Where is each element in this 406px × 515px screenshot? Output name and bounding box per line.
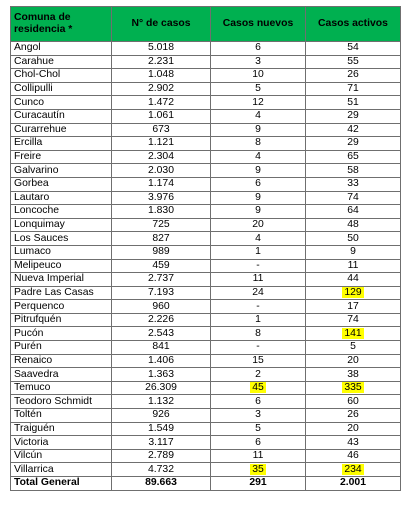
cell-casos: 4.732: [112, 463, 211, 477]
cell-activos: 74: [306, 191, 401, 205]
cell-activos: 17: [306, 300, 401, 314]
cell-casos: 5.018: [112, 42, 211, 56]
table-row: [11, 259, 401, 273]
cell-comuna: Curarrehue: [11, 123, 112, 137]
table-row: [11, 327, 401, 341]
table-row: [11, 82, 401, 96]
cell-casos: 7.193: [112, 286, 211, 300]
cell-activos: 20: [306, 354, 401, 368]
cell-comuna: Temuco: [11, 381, 112, 395]
cell-casos: 1.048: [112, 69, 211, 83]
cell-nuevos: -: [211, 341, 306, 355]
cell-nuevos: 24: [211, 286, 306, 300]
cell-casos: 1.121: [112, 137, 211, 151]
cell-comuna: Lumaco: [11, 245, 112, 259]
cell-nuevos: 5: [211, 422, 306, 436]
cell-activos: 64: [306, 205, 401, 219]
table-row: [11, 409, 401, 423]
cell-comuna: Carahue: [11, 55, 112, 69]
highlighted-value: 141: [344, 327, 362, 339]
cell-casos: 2.304: [112, 150, 211, 164]
cell-casos: 2.231: [112, 55, 211, 69]
cell-nuevos: 4: [211, 232, 306, 246]
cell-comuna: Vilcún: [11, 449, 112, 463]
cell-comuna: Villarrica: [11, 463, 112, 477]
cell-casos: 1.174: [112, 177, 211, 191]
table-row: [11, 205, 401, 219]
cell-nuevos: 4: [211, 150, 306, 164]
cell-casos: 2.789: [112, 449, 211, 463]
highlighted-value: 45: [252, 382, 264, 394]
cell-activos: [306, 463, 401, 477]
table-row: [11, 109, 401, 123]
table-row: [11, 463, 401, 477]
cell-nuevos: 9: [211, 205, 306, 219]
cell-casos: 459: [112, 259, 211, 273]
cell-nuevos: 20: [211, 218, 306, 232]
cell-casos: 989: [112, 245, 211, 259]
cell-comuna: Nueva Imperial: [11, 273, 112, 287]
cell-casos: 827: [112, 232, 211, 246]
cell-activos: 65: [306, 150, 401, 164]
cell-activos: 29: [306, 109, 401, 123]
cell-nuevos: 3: [211, 409, 306, 423]
cell-nuevos: 9: [211, 164, 306, 178]
cell-nuevos: 9: [211, 191, 306, 205]
cell-casos: 3.117: [112, 436, 211, 450]
table-row: [11, 300, 401, 314]
table-row: [11, 42, 401, 56]
cell-comuna: Victoria: [11, 436, 112, 450]
cell-activos: 54: [306, 42, 401, 56]
cell-comuna: Chol-Chol: [11, 69, 112, 83]
cell-comuna: Ercilla: [11, 137, 112, 151]
cell-comuna: Renaico: [11, 354, 112, 368]
cell-nuevos: 3: [211, 55, 306, 69]
cell-comuna: Gorbea: [11, 177, 112, 191]
cell-nuevos: -: [211, 300, 306, 314]
cell-nuevos: 10: [211, 69, 306, 83]
table-row: [11, 449, 401, 463]
table-row: [11, 96, 401, 110]
header-comuna: Comuna de residencia *: [11, 7, 112, 42]
cell-comuna: Lonquimay: [11, 218, 112, 232]
highlighted-value: 129: [344, 286, 362, 298]
cell-comuna: Toltén: [11, 409, 112, 423]
cell-nuevos: 1: [211, 313, 306, 327]
table-row: [11, 381, 401, 395]
table-row: [11, 123, 401, 137]
table-row: [11, 164, 401, 178]
total-nuevos: 291: [211, 477, 306, 491]
cell-activos: 11: [306, 259, 401, 273]
cell-comuna: Pitrufquén: [11, 313, 112, 327]
cell-nuevos: -: [211, 259, 306, 273]
cell-activos: 9: [306, 245, 401, 259]
header-row: [11, 7, 401, 42]
cell-nuevos: 11: [211, 273, 306, 287]
table-row: [11, 232, 401, 246]
table-row: [11, 150, 401, 164]
cell-casos: 26.309: [112, 381, 211, 395]
table-row: [11, 273, 401, 287]
table-row: [11, 313, 401, 327]
cell-nuevos: 8: [211, 137, 306, 151]
cell-nuevos: 6: [211, 177, 306, 191]
cell-activos: 26: [306, 409, 401, 423]
cell-comuna: Saavedra: [11, 368, 112, 382]
cell-casos: 2.226: [112, 313, 211, 327]
cell-nuevos: 9: [211, 123, 306, 137]
cell-nuevos: 2: [211, 368, 306, 382]
cell-nuevos: 6: [211, 436, 306, 450]
cell-activos: 51: [306, 96, 401, 110]
table-body: [11, 42, 401, 477]
cell-activos: [306, 286, 401, 300]
cell-activos: 20: [306, 422, 401, 436]
cell-comuna: Traiguén: [11, 422, 112, 436]
cell-casos: 1.132: [112, 395, 211, 409]
cell-casos: 2.902: [112, 82, 211, 96]
cell-comuna: Curacautín: [11, 109, 112, 123]
table-row: [11, 436, 401, 450]
cell-comuna: Perquenco: [11, 300, 112, 314]
cell-activos: 33: [306, 177, 401, 191]
cell-nuevos: [211, 463, 306, 477]
table-container: [10, 6, 400, 491]
cell-casos: 926: [112, 409, 211, 423]
cell-activos: 74: [306, 313, 401, 327]
cell-activos: 43: [306, 436, 401, 450]
table-row: [11, 341, 401, 355]
total-activos: 2.001: [306, 477, 401, 491]
cell-casos: 3.976: [112, 191, 211, 205]
cell-nuevos: 8: [211, 327, 306, 341]
highlighted-value: 35: [252, 463, 264, 475]
table-row: [11, 69, 401, 83]
cell-activos: 42: [306, 123, 401, 137]
table-row: [11, 191, 401, 205]
cell-activos: 60: [306, 395, 401, 409]
highlighted-value: 335: [344, 382, 362, 394]
table-row: [11, 395, 401, 409]
cell-casos: 1.830: [112, 205, 211, 219]
cell-casos: 725: [112, 218, 211, 232]
cell-nuevos: 4: [211, 109, 306, 123]
cell-nuevos: 15: [211, 354, 306, 368]
cell-comuna: Lautaro: [11, 191, 112, 205]
table-row: [11, 368, 401, 382]
covid-cases-table: [10, 6, 401, 491]
header-activos: Casos activos: [306, 7, 401, 42]
table-row: [11, 55, 401, 69]
cell-casos: 1.406: [112, 354, 211, 368]
cell-activos: 58: [306, 164, 401, 178]
cell-comuna: Freire: [11, 150, 112, 164]
cell-comuna: Cunco: [11, 96, 112, 110]
cell-casos: 1.363: [112, 368, 211, 382]
total-label: Total General: [11, 477, 112, 491]
table-row: [11, 245, 401, 259]
table-footer: [11, 477, 401, 491]
cell-casos: 1.472: [112, 96, 211, 110]
table-row: [11, 286, 401, 300]
total-casos: 89.663: [112, 477, 211, 491]
cell-comuna: Pucón: [11, 327, 112, 341]
cell-comuna: Angol: [11, 42, 112, 56]
cell-casos: 841: [112, 341, 211, 355]
cell-comuna: Loncoche: [11, 205, 112, 219]
cell-comuna: Collipulli: [11, 82, 112, 96]
cell-comuna: Melipeuco: [11, 259, 112, 273]
table-row: [11, 422, 401, 436]
table-row: [11, 354, 401, 368]
table-row: [11, 137, 401, 151]
cell-activos: 29: [306, 137, 401, 151]
cell-activos: 50: [306, 232, 401, 246]
cell-activos: 55: [306, 55, 401, 69]
cell-nuevos: 11: [211, 449, 306, 463]
cell-casos: 960: [112, 300, 211, 314]
cell-comuna: Padre Las Casas: [11, 286, 112, 300]
cell-casos: 673: [112, 123, 211, 137]
cell-nuevos: 6: [211, 42, 306, 56]
highlighted-value: 234: [344, 463, 362, 475]
cell-activos: 26: [306, 69, 401, 83]
cell-comuna: Teodoro Schmidt: [11, 395, 112, 409]
cell-casos: 1.549: [112, 422, 211, 436]
cell-activos: 44: [306, 273, 401, 287]
cell-nuevos: 5: [211, 82, 306, 96]
header-casos: N° de casos: [112, 7, 211, 42]
cell-comuna: Los Sauces: [11, 232, 112, 246]
cell-nuevos: 12: [211, 96, 306, 110]
cell-casos: 1.061: [112, 109, 211, 123]
header-nuevos: Casos nuevos: [211, 7, 306, 42]
cell-activos: 38: [306, 368, 401, 382]
cell-activos: [306, 327, 401, 341]
total-row: [11, 477, 401, 491]
cell-casos: 2.737: [112, 273, 211, 287]
cell-casos: 2.030: [112, 164, 211, 178]
cell-comuna: Galvarino: [11, 164, 112, 178]
cell-casos: 2.543: [112, 327, 211, 341]
cell-nuevos: [211, 381, 306, 395]
table-row: [11, 177, 401, 191]
cell-nuevos: 1: [211, 245, 306, 259]
cell-nuevos: 6: [211, 395, 306, 409]
cell-activos: 71: [306, 82, 401, 96]
cell-activos: 5: [306, 341, 401, 355]
table-header: [11, 7, 401, 42]
table-row: [11, 218, 401, 232]
cell-comuna: Purén: [11, 341, 112, 355]
cell-activos: [306, 381, 401, 395]
cell-activos: 48: [306, 218, 401, 232]
cell-activos: 46: [306, 449, 401, 463]
